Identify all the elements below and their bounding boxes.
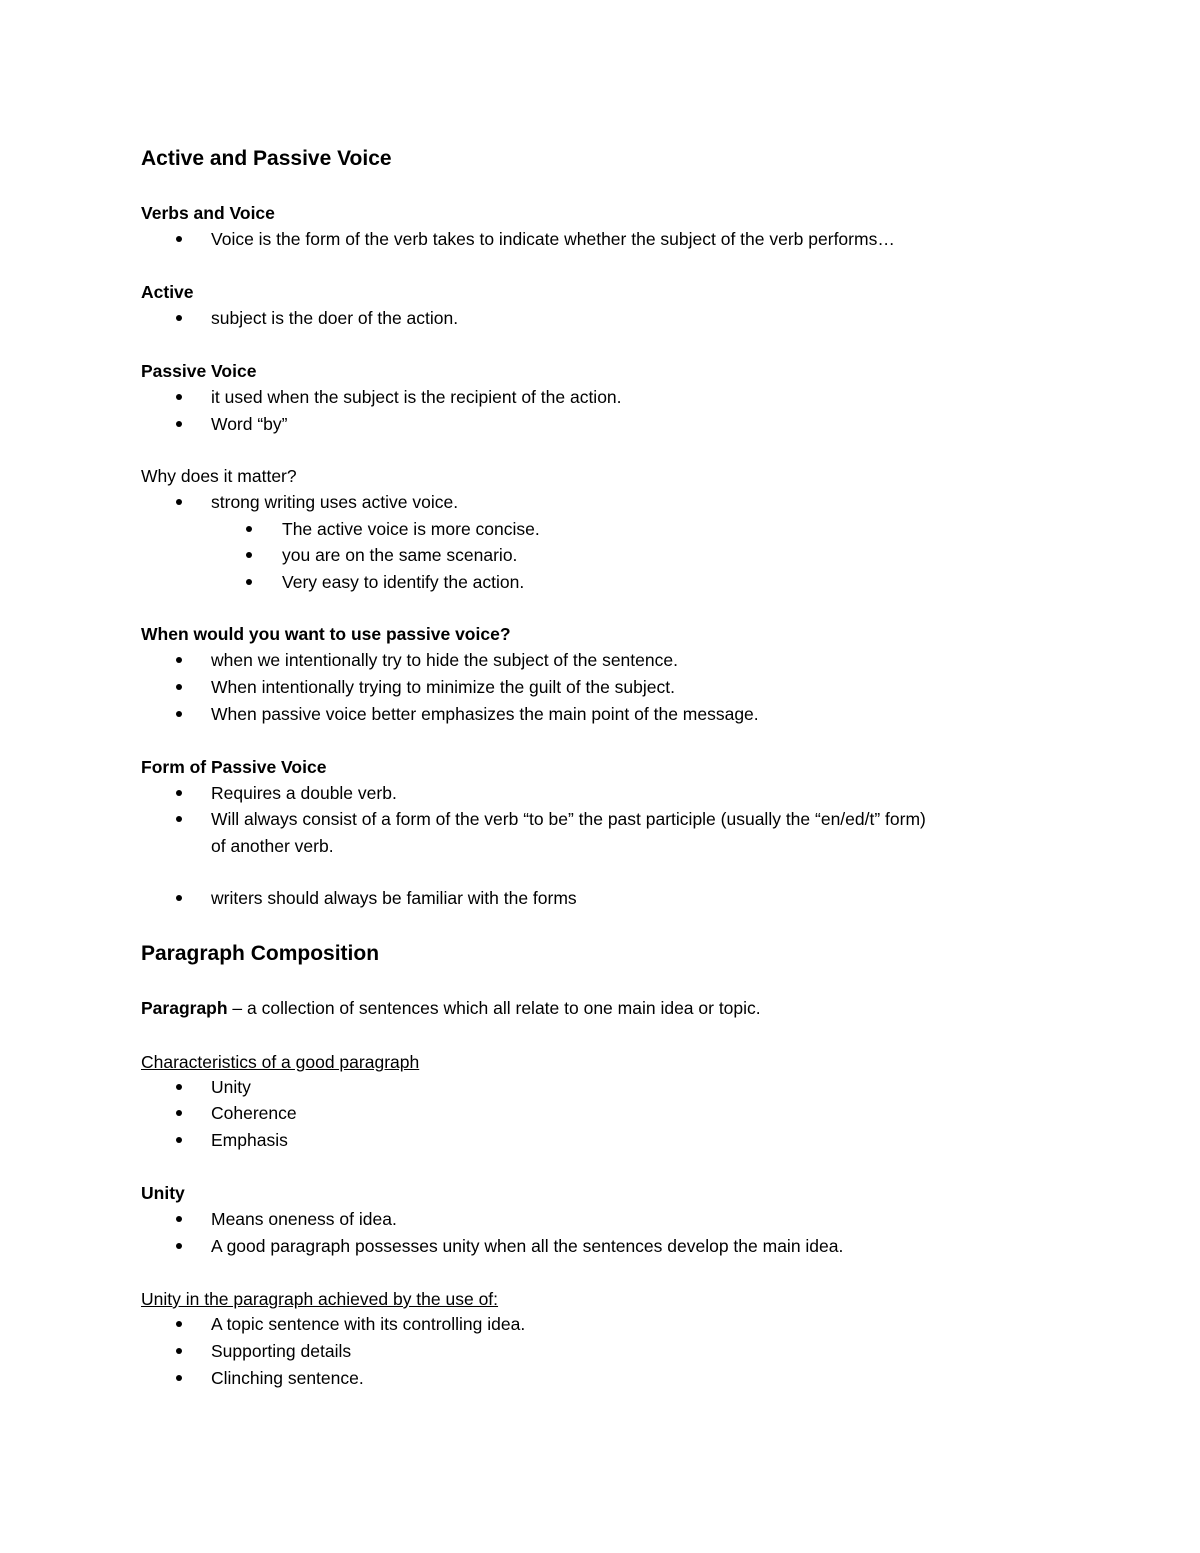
list-item: A topic sentence with its controlling idea. [211, 1314, 526, 1334]
heading-passive-voice: Passive Voice [141, 361, 257, 381]
list-item: Word “by” [211, 414, 288, 434]
paragraph-definition [141, 997, 761, 1019]
heading-active: Active [141, 282, 194, 302]
bullet-icon [246, 552, 252, 558]
bullet-icon [176, 1375, 182, 1381]
list-item: When intentionally trying to minimize the guilt of the subject. [211, 677, 675, 697]
list-item: strong writing uses active voice. [211, 492, 459, 512]
bullet-icon [176, 1084, 182, 1090]
list-item-continuation: of another verb. [211, 836, 334, 856]
heading-characteristics: Characteristics of a good paragraph [141, 1052, 420, 1072]
bullet-icon [176, 1216, 182, 1222]
bullet-icon [176, 1243, 182, 1249]
bullet-icon [176, 1348, 182, 1354]
list-item: Emphasis [211, 1130, 288, 1150]
bullet-icon [176, 895, 182, 901]
list-item: Means oneness of idea. [211, 1209, 397, 1229]
list-item: writers should always be familiar with the forms [211, 888, 577, 908]
bullet-icon [176, 236, 182, 242]
bullet-icon [246, 579, 252, 585]
bullet-icon [246, 526, 252, 532]
sub-list-item: Very easy to identify the action. [282, 572, 525, 592]
list-item: When passive voice better emphasizes the main point of the message. [211, 704, 759, 724]
section-title-paragraph-composition: Paragraph Composition [141, 942, 380, 965]
bullet-icon [176, 1321, 182, 1327]
heading-form-passive: Form of Passive Voice [141, 757, 327, 777]
sub-list-item: you are on the same scenario. [282, 545, 518, 565]
list-item: Voice is the form of the verb takes to indicate whether the subject of the verb performs… [211, 229, 895, 249]
list-item: A good paragraph possesses unity when all the sentences develop the main idea. [211, 1236, 844, 1256]
heading-unity-use: Unity in the paragraph achieved by the use of: [141, 1289, 499, 1309]
bullet-icon [176, 790, 182, 796]
list-item: Unity [211, 1077, 251, 1097]
bullet-icon [176, 394, 182, 400]
bullet-icon [176, 421, 182, 427]
bullet-icon [176, 1137, 182, 1143]
list-item: Supporting details [211, 1341, 352, 1361]
heading-why-does-it-matter: Why does it matter? [141, 466, 297, 486]
list-item: it used when the subject is the recipient of the action. [211, 387, 622, 407]
list-item: Requires a double verb. [211, 783, 397, 803]
list-item: subject is the doer of the action. [211, 308, 459, 328]
bullet-icon [176, 816, 182, 822]
bullet-icon [176, 315, 182, 321]
sub-list-item: The active voice is more concise. [282, 519, 540, 539]
list-item: Clinching sentence. [211, 1368, 364, 1388]
list-item: Coherence [211, 1103, 297, 1123]
bullet-icon [176, 1110, 182, 1116]
paragraph-term: Paragraph [141, 998, 228, 1018]
section-title-active-passive: Active and Passive Voice [141, 147, 392, 170]
heading-verbs-and-voice: Verbs and Voice [141, 203, 275, 223]
heading-when-passive: When would you want to use passive voice? [141, 624, 511, 644]
bullet-icon [176, 657, 182, 663]
paragraph-definition-text: – a collection of sentences which all relate to one main idea or topic. [227, 998, 761, 1018]
bullet-icon [176, 499, 182, 505]
list-item: Will always consist of a form of the verb “to be” the past participle (usually the “en/ed/t” form) [211, 809, 926, 829]
heading-unity: Unity [141, 1183, 185, 1203]
bullet-icon [176, 684, 182, 690]
list-item: when we intentionally try to hide the subject of the sentence. [211, 650, 678, 670]
bullet-icon [176, 711, 182, 717]
